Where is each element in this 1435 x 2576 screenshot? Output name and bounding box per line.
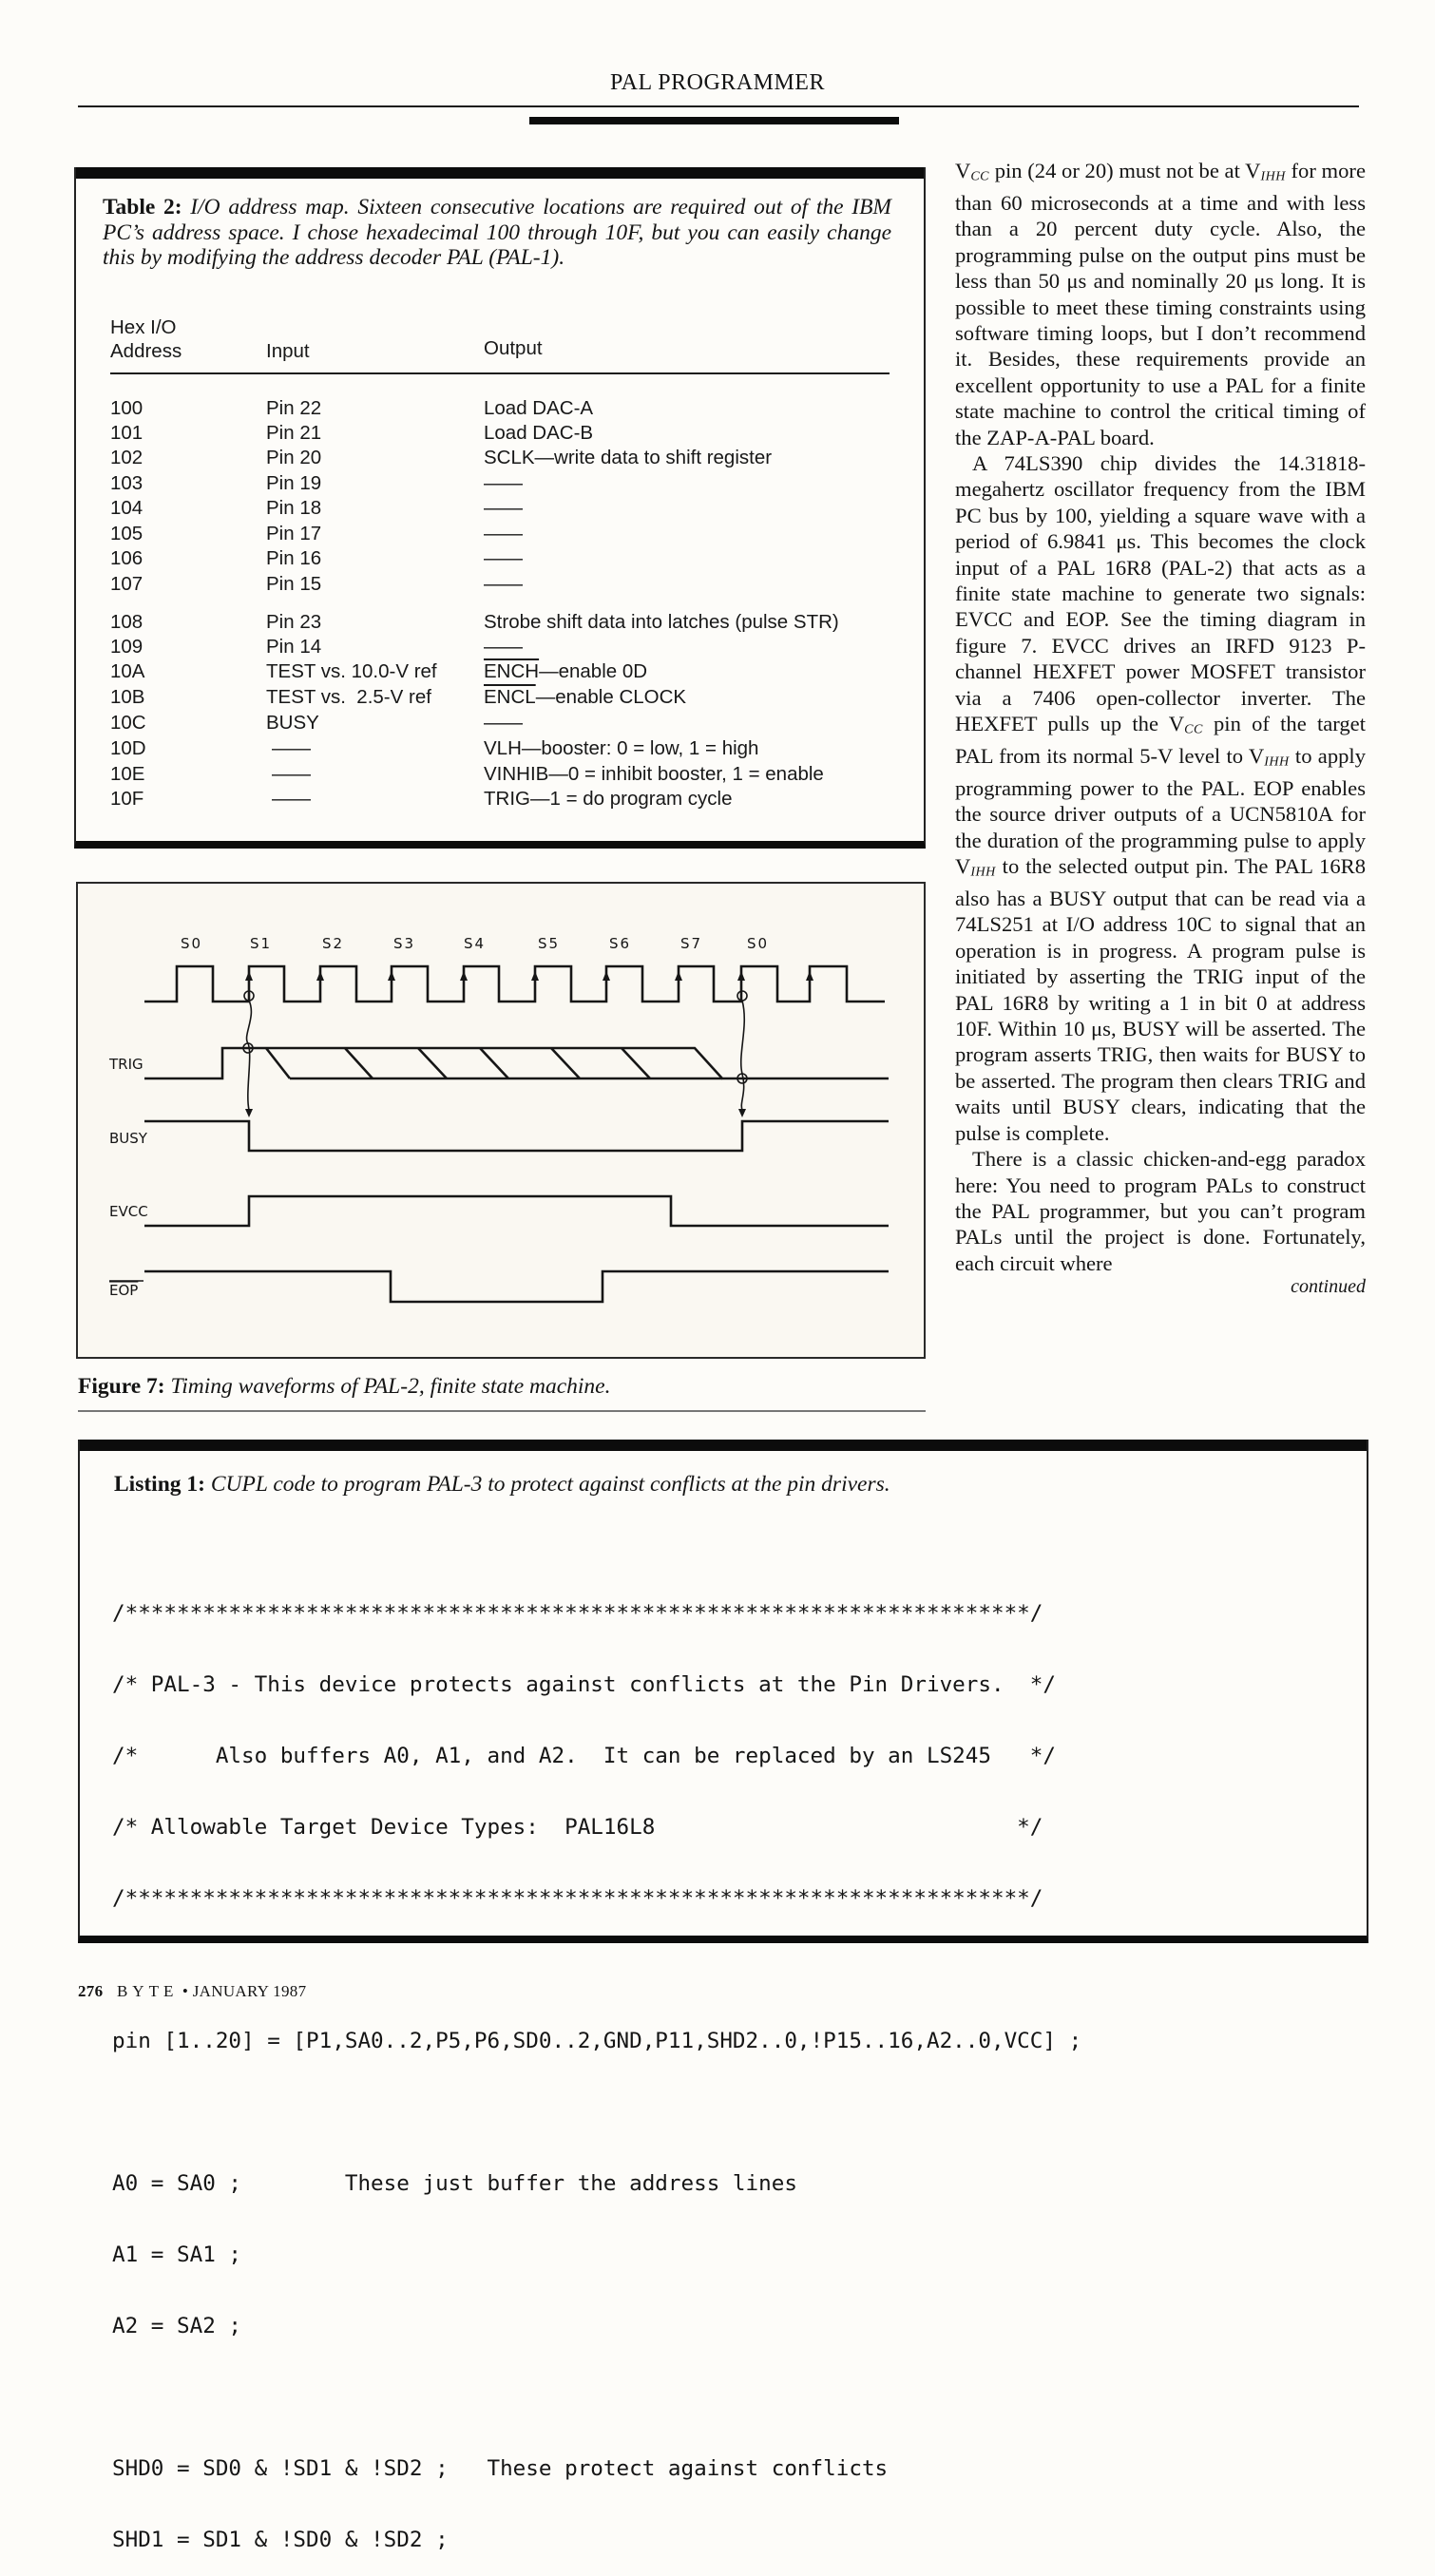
code-line: /**********************************************************************/ <box>112 1601 1043 1626</box>
cell-address: 108 <box>110 611 144 633</box>
running-head: PAL PROGRAMMER <box>610 70 825 95</box>
clock-waveform <box>144 966 885 1002</box>
trig-hatch <box>266 1048 650 1078</box>
cell-address: 10D <box>110 737 146 759</box>
cell-output: —— <box>484 573 523 595</box>
cell-address: 10C <box>110 712 146 734</box>
page-number: 276 <box>78 1982 104 2000</box>
trig-label: TRIG <box>109 1056 144 1073</box>
header-address-line1: Hex I/O <box>110 316 177 338</box>
cell-address: 101 <box>110 422 144 444</box>
paragraph <box>955 450 1366 1146</box>
listing-box-top-bar <box>80 1440 1367 1451</box>
table-2-caption-text: I/O address map. Sixteen consecutive locations are required out of the IBM PC’s address space. I chose hexadecimal 100 through 10F, but you can easily change this by modifying the address decoder PAL (PAL-1). <box>103 195 892 270</box>
subscript: IHH <box>1264 754 1290 770</box>
cell-input: BUSY <box>266 712 319 734</box>
cell-address: 100 <box>110 397 144 419</box>
magazine-name: BYTE <box>116 1982 179 2000</box>
cell-output: TRIG—1 = do program cycle <box>484 788 733 810</box>
code-line: /* Also buffers A0, A1, and A2. It can be replaced by an LS245 */ <box>112 1744 1056 1768</box>
listing-1-caption <box>114 1472 890 1498</box>
cell-address: 106 <box>110 547 144 569</box>
code-line-blank <box>112 2386 1081 2410</box>
cell-address: 109 <box>110 636 144 658</box>
eop-label: EOP <box>109 1282 139 1299</box>
header-bar <box>529 117 899 124</box>
paragraph <box>955 158 1366 450</box>
text: pin (24 or 20) must not be at V <box>989 159 1261 182</box>
cell-address: 102 <box>110 447 144 468</box>
cell-input: Pin 17 <box>266 523 322 544</box>
state-label: S4 <box>464 935 487 952</box>
state-label: S3 <box>393 935 416 952</box>
trig-waveform <box>144 1048 889 1078</box>
listing-1-caption-text: CUPL code to program PAL-3 to protect against conflicts at the pin drivers. <box>210 1472 890 1497</box>
cell-output: —— <box>484 497 523 519</box>
busy-waveform <box>144 1121 889 1151</box>
subscript: CC <box>970 169 990 184</box>
state-label: S5 <box>538 935 561 952</box>
code-line: SHD1 = SD1 & !SD0 & !SD2 ; <box>112 2528 449 2552</box>
header-input: Input <box>266 340 310 362</box>
header-output: Output <box>484 337 543 359</box>
evcc-label: EVCC <box>109 1203 148 1220</box>
state-label: S0 <box>181 935 203 952</box>
table-box-top-bar <box>76 167 924 179</box>
cell-output <box>484 686 686 709</box>
cell-address: 105 <box>110 523 144 544</box>
cell-input: Pin 15 <box>266 573 322 595</box>
subscript: CC <box>1184 722 1203 737</box>
figure-rule <box>78 1410 926 1412</box>
cell-output: SCLK—write data to shift register <box>484 447 773 468</box>
encl-signal: ENCL <box>484 686 536 708</box>
cell-output: VINHIB—0 = inhibit booster, 1 = enable <box>484 763 824 785</box>
busy-label: BUSY <box>109 1130 147 1147</box>
text: pin of the target PAL from its normal 5-V level to V <box>955 712 1366 768</box>
cell-input: Pin 21 <box>266 422 322 444</box>
subscript: IHH <box>1260 169 1286 184</box>
state-label: S6 <box>609 935 632 952</box>
table-header-rule <box>110 372 890 374</box>
cell-input: Pin 23 <box>266 611 322 633</box>
listing-1-label: Listing 1: <box>114 1472 205 1497</box>
code-line: A0 = SA0 ; These just buffer the address lines <box>112 2171 797 2196</box>
cell-input: TEST vs. 2.5-V ref <box>266 686 431 708</box>
code-line: A1 = SA1 ; <box>112 2242 242 2267</box>
state-label: S2 <box>322 935 345 952</box>
clock-edge-arrows <box>245 971 813 1117</box>
figure-7-caption-text: Timing waveforms of PAL-2, finite state machine. <box>170 1374 611 1399</box>
text: to the selected output pin. The PAL 16R8 also has a BUSY output that can be read via a 74LS251 at I/O address 10C to signal that an operation is in progress. A program pulse is initiated by asserting the TRIG input of the PAL 16R8 by writing a 1 in bit 0 at address 10F. Within 10 μs, BUSY will be asserted. The program asserts TRIG, then waits for BUSY to be asserted. The program then clears TRIG and waits until BUSY clears, indicating that the pulse is complete. <box>955 854 1366 1145</box>
code-line: SHD0 = SD0 & !SD1 & !SD2 ; These protect against conflicts <box>112 2456 889 2481</box>
table-2-label: Table 2: <box>103 195 182 219</box>
cell-address: 10E <box>110 763 145 785</box>
cell-address: 10B <box>110 686 145 708</box>
cell-input: Pin 16 <box>266 547 322 569</box>
cell-address: 107 <box>110 573 144 595</box>
code-line-blank <box>112 1958 1081 1982</box>
cell-input: Pin 18 <box>266 497 322 519</box>
cell-output: VLH—booster: 0 = low, 1 = high <box>484 737 759 759</box>
text: A 74LS390 chip divides the 14.31818-megahertz oscillator frequency from the IBM PC bus by 100, yielding a square wave with a period of 6.9841 μs. This becomes the clock input of a PAL 16R8 (PAL-2) that acts as a finite state machine to generate two signals: EVCC and EOP. See the timing diagram in figure 7. EVCC drives an IRFD 9123 P-channel HEXFET power MOSFET transistor via a 7406 open-collector inverter. The HEXFET pulls up the V <box>955 450 1366 736</box>
footer-separator: • <box>182 1982 189 2000</box>
text: to apply programming power to the PAL. EOP enables the source driver outputs of a UCN5810A for the duration of the programming pulse to apply V <box>955 743 1366 879</box>
cell-output-text: —enable 0D <box>539 660 648 682</box>
cell-input: TEST vs. 10.0-V ref <box>266 660 437 682</box>
code-line-blank <box>112 2101 1081 2125</box>
timing-diagram <box>76 882 926 1359</box>
cell-output-text: —enable CLOCK <box>535 686 687 708</box>
cell-output: Strobe shift data into latches (pulse STR) <box>484 611 839 633</box>
cell-input: Pin 14 <box>266 636 322 658</box>
continued-note: continued <box>1291 1276 1366 1298</box>
cell-input: Pin 20 <box>266 447 322 468</box>
header-address-line2: Address <box>110 340 182 362</box>
text: There is a classic chicken-and-egg paradox here: You need to program PALs to construct the PAL programmer, but you can’t program PALs until the project is done. Fortunately, each circuit where <box>955 1147 1366 1275</box>
causal-arrows <box>243 991 747 1110</box>
header-rule <box>78 105 1359 107</box>
ench-signal: ENCH <box>484 660 540 682</box>
cell-input: —— <box>272 737 311 759</box>
cell-input: Pin 22 <box>266 397 322 419</box>
code-line: /**********************************************************************/ <box>112 1886 1043 1911</box>
cell-output: —— <box>484 547 523 569</box>
issue-date: JANUARY 1987 <box>192 1982 307 2000</box>
cell-address: 10A <box>110 660 145 682</box>
cell-address: 104 <box>110 497 144 519</box>
paragraph <box>955 1146 1366 1276</box>
table-2-caption <box>103 195 891 271</box>
cell-input: —— <box>272 763 311 785</box>
code-line: A2 = SA2 ; <box>112 2314 242 2338</box>
cell-output: Load DAC-B <box>484 422 594 444</box>
code-line: pin [1..20] = [P1,SA0..2,P5,P6,SD0..2,GND,P11,SHD2..0,!P15..16,A2..0,VCC] ; <box>112 2029 1082 2053</box>
code-line: /* PAL-3 - This device protects against conflicts at the Pin Drivers. */ <box>112 1672 1056 1697</box>
text: for more than 60 microseconds at a time and with less than a 20 percent duty cycle. Also, the programming pulse on the output pins must be less than 50 μs and nominally 20 μs long. It is possible to meet these timing constraints using software timing loops, but I don’t recommend it. Besides, these requirements provide an excellent opportunity to use a PAL for a finite state machine to control the critical timing of the ZAP-A-PAL board. <box>955 159 1366 449</box>
figure-7-label: Figure 7: <box>78 1374 165 1399</box>
evcc-waveform <box>144 1196 889 1226</box>
article-body <box>955 158 1366 1301</box>
cell-output: —— <box>484 472 523 494</box>
state-label: S0 <box>747 935 770 952</box>
state-label: S7 <box>680 935 703 952</box>
cell-input: —— <box>272 788 311 810</box>
cell-address: 10F <box>110 788 144 810</box>
cell-output: —— <box>484 523 523 544</box>
cell-input: Pin 19 <box>266 472 322 494</box>
eop-waveform <box>144 1271 889 1302</box>
text: V <box>955 159 971 182</box>
cell-output: Load DAC-A <box>484 397 594 419</box>
cell-output: —— <box>484 636 523 658</box>
code-line: /* Allowable Target Device Types: PAL16L8 */ <box>112 1815 1043 1840</box>
subscript: IHH <box>970 865 996 880</box>
cupl-code-listing <box>112 1555 1081 2576</box>
cell-address: 103 <box>110 472 144 494</box>
state-label: S1 <box>250 935 273 952</box>
cell-output: —— <box>484 712 523 734</box>
figure-7-caption <box>78 1374 611 1400</box>
page-footer <box>78 1982 306 2001</box>
cell-output <box>484 660 647 683</box>
